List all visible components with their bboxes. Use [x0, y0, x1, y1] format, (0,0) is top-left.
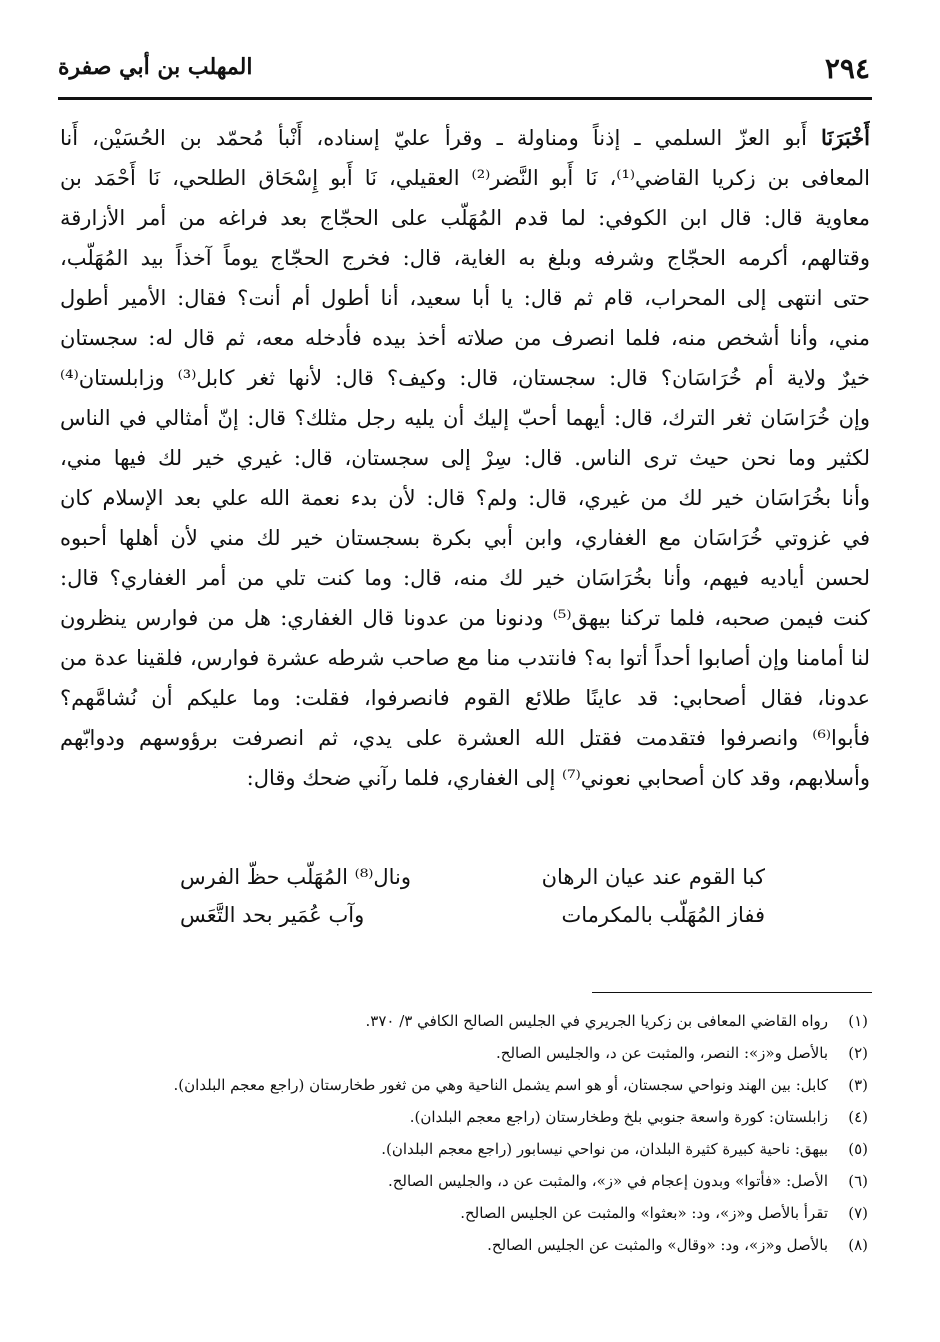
verse-second-hemistich: وآب عُمَير بحد التَّعَس — [180, 903, 365, 927]
footnote — [60, 1229, 868, 1261]
footnote-number: (٨) — [848, 1236, 868, 1254]
text-line: فأبوا⁽⁶⁾ وانصرفوا فتقدمت فقتل الله العشرة على يدي، ثم انصرفت برؤوسهم ودوابّهم — [60, 726, 870, 750]
verse-line — [150, 896, 765, 934]
text-line: المعافى بن زكريا القاضي⁽¹⁾، نَا أَبو النَّضر⁽²⁾ العقيلي، نَا أَبو إِسْحَاق الطلحي، نَا أَحْمَد بن — [60, 166, 870, 190]
text-line: لكثير وما نحن حيث ترى الناس. قال: سِرْ إلى سجستان، قال: غيري خير لك فيها مني، — [60, 446, 870, 470]
footnote-number: (٣) — [848, 1076, 868, 1094]
text-line: وإن خُرَاسَان ثغر الترك، قال: أيهما أحبّ إليك أن يليه رجل مثلك؟ قال: إنّ أمثالي في الناس — [60, 406, 870, 430]
footnote-number: (١) — [848, 1012, 868, 1030]
verse-first-hemistich: كبا القوم عند عيان الرهان — [541, 865, 765, 889]
footnote-text: كابل: بين الهند ونواحي سجستان، أو هو اسم يشمل الناحية وهي من ثغور طخارستان (راجع معجم البلدان). — [173, 1076, 828, 1094]
page-header — [58, 52, 870, 100]
footnote-number: (٤) — [848, 1108, 868, 1126]
opening-word: أَخْبَرَنَا — [821, 125, 870, 150]
footnote-text: بيهق: ناحية كبيرة كثيرة البلدان، من نواحي نيسابور (راجع معجم البلدان). — [381, 1140, 828, 1158]
header-rule — [58, 97, 872, 100]
footnote-number: (٢) — [848, 1044, 868, 1062]
footnote-text: رواه القاضي المعافى بن زكريا الجريري في الجليس الصالح الكافي ٣/ ٣٧٠. — [365, 1012, 828, 1030]
text-line: عدونا، فقال أصحابي: قد عاينًا طلائع القوم فانصرفوا، فقلت: وما عليكم أن نُشامَّهم؟ — [60, 686, 870, 710]
text-line: وأسلابهم، وقد كان أصحابي نعوني⁽⁷⁾ إلى الغفاري، فلما رآني ضحك وقال: — [246, 766, 870, 790]
footnote-number: (٥) — [848, 1140, 868, 1158]
verse-first-hemistich: ففاز المُهَلّب بالمكرمات — [561, 903, 765, 927]
verse-line — [150, 858, 765, 896]
footnote — [60, 1037, 868, 1069]
text-line: لنا أمامنا وإن أصابوا أحداً أتوا به؟ فانتدب منا مع صاحب شرطه عشرة فوارس، فلقينا عدة من — [60, 646, 870, 670]
footnote — [60, 1133, 868, 1165]
page-number: ٢٩٤ — [824, 52, 870, 85]
footnote-text: زابلستان: كورة واسعة جنوبي بلخ وطخارستان (راجع معجم البلدان). — [409, 1108, 828, 1126]
main-text — [60, 118, 870, 798]
text-line: وأنا بخُرَاسَان خير لك من غيري، قال: ولم؟ قال: لأن بدء نعمة الله علي بعد الإسلام كان — [60, 486, 870, 510]
text-line: معاوية قال: قال ابن الكوفي: لما قدم المُهَلّب على الحجّاج بعد فراغه من أمر الأزارقة — [60, 206, 870, 230]
text-line-content: أَبو العزّ السلمي ـ إذناً ومناولة ـ وقرأ عليّ إسناده، أَنْبأ مُحمّد بن الحُسَيْن، أَنا — [60, 126, 822, 150]
footnote — [60, 1005, 868, 1037]
verse-second-hemistich: ونال⁽⁸⁾ المُهَلّب حظّ الفرس — [180, 865, 412, 889]
footnote-text: تقرأ بالأصل و«ز»، ود: «بعثوا» والمثبت عن الجليس الصالح. — [460, 1204, 828, 1222]
footnote — [60, 1069, 868, 1101]
text-line: مني، وأنا أشخص منه، فلما انصرف من صلاته أخذ بيده فأدخله معه، ثم قال له: سجستان — [60, 326, 870, 350]
footnote-text: بالأصل و«ز»، ود: «وقال» والمثبت عن الجليس الصالح. — [487, 1236, 828, 1254]
text-line — [60, 118, 870, 158]
footnote-rule — [592, 992, 872, 993]
text-line: خيرٌ ولاية أم خُرَاسَان؟ قال: سجستان، قال: وكيف؟ قال: لأنها ثغر كابل⁽³⁾ وزابلستان⁽⁴⁾ — [60, 366, 870, 390]
footnote — [60, 1101, 868, 1133]
footnotes — [60, 1005, 868, 1261]
text-line: وقتالهم، أكرمه الحجّاج وشرفه وبلغ به الغاية، قال: فخرج الحجّاج يوماً آخذاً بيد المُهَلّب، — [60, 246, 870, 270]
running-title: المهلب بن أبي صفرة — [58, 54, 253, 80]
footnote-number: (٧) — [848, 1204, 868, 1222]
footnote-number: (٦) — [848, 1172, 868, 1190]
footnote — [60, 1197, 868, 1229]
footnote-text: الأصل: «فأتوا» وبدون إعجام في «ز»، والمثبت عن د، والجليس الصالح. — [387, 1172, 828, 1190]
footnote-text: بالأصل و«ز»: النصر، والمثبت عن د، والجليس الصالح. — [496, 1044, 828, 1062]
poem — [150, 858, 765, 934]
text-line: في غزوتي خُرَاسَان مع الغفاري، وابن أبي بكرة بسجستان خير لك مني لأن أهلها أحبوه — [60, 526, 870, 550]
text-line: لحسن أياديه فيهم، وأنا بخُرَاسَان خير لك منه، قال: وما كنت تلي من أمر الغفاري؟ قال: — [60, 566, 870, 590]
footnote — [60, 1165, 868, 1197]
text-line: حتى انتهى إلى المحراب، قام ثم قال: يا أبا سعيد، أنا أطول أم أنت؟ فقال: الأمير أطول — [60, 286, 870, 310]
text-line: كنت فيمن صحبه، فلما تركنا بيهق⁽⁵⁾ ودنونا من عدونا قال الغفاري: هل من فوارس ينظرون — [60, 606, 870, 630]
